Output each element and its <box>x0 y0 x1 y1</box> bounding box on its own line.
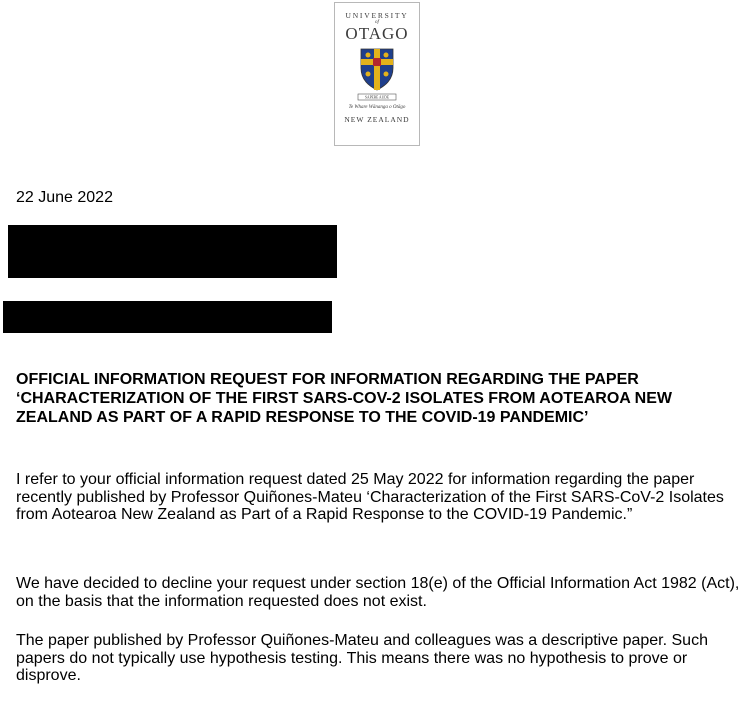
paragraph-1: I refer to your official information request dated 25 May 2022 for information regarding the paper recently published by Professor Quiñones-Mateu ‘Characterization of the First SARS-CoV-2 Isolates from Aotearoa New Zealand as Part of a Rapid Response to the COVID-19 Pandemic.” <box>16 471 724 523</box>
letter-date: 22 June 2022 <box>16 189 113 206</box>
university-logo <box>334 2 420 146</box>
crest-icon <box>357 46 397 92</box>
redacted-block-recipient <box>8 225 337 278</box>
logo-of-text: of <box>375 20 379 25</box>
paragraph-2: We have decided to decline your request under section 18(e) of the Official Information Act 1982 (Act), on the basis that the information requested does not exist. <box>16 575 740 610</box>
logo-maori-name: Te Whare Wānanga o Otāgo <box>348 105 406 110</box>
logo-university-text: UNIVERSITY <box>345 11 409 20</box>
logo-motto-text: SAPERE AUDE <box>364 95 390 100</box>
redacted-block-salutation <box>3 301 332 333</box>
paragraph-3: The paper published by Professor Quiñones-Mateu and colleagues was a descriptive paper. Such papers do not typically use hypothesis testing. This means there was no hypothesis to prove or disprove. <box>16 632 708 684</box>
logo-country-text: NEW ZEALAND <box>344 115 410 124</box>
motto-scroll <box>357 93 397 101</box>
logo-otago-text: OTAGO <box>345 24 409 43</box>
letter-subject: OFFICIAL INFORMATION REQUEST FOR INFORMATION REGARDING THE PAPER ‘CHARACTERIZATION OF THE FIRST SARS-COV-2 ISOLATES FROM AOTEAROA NEW ZEALAND AS PART OF A RAPID RESPONSE TO THE COVID-19 PANDEMIC’ <box>16 371 672 426</box>
